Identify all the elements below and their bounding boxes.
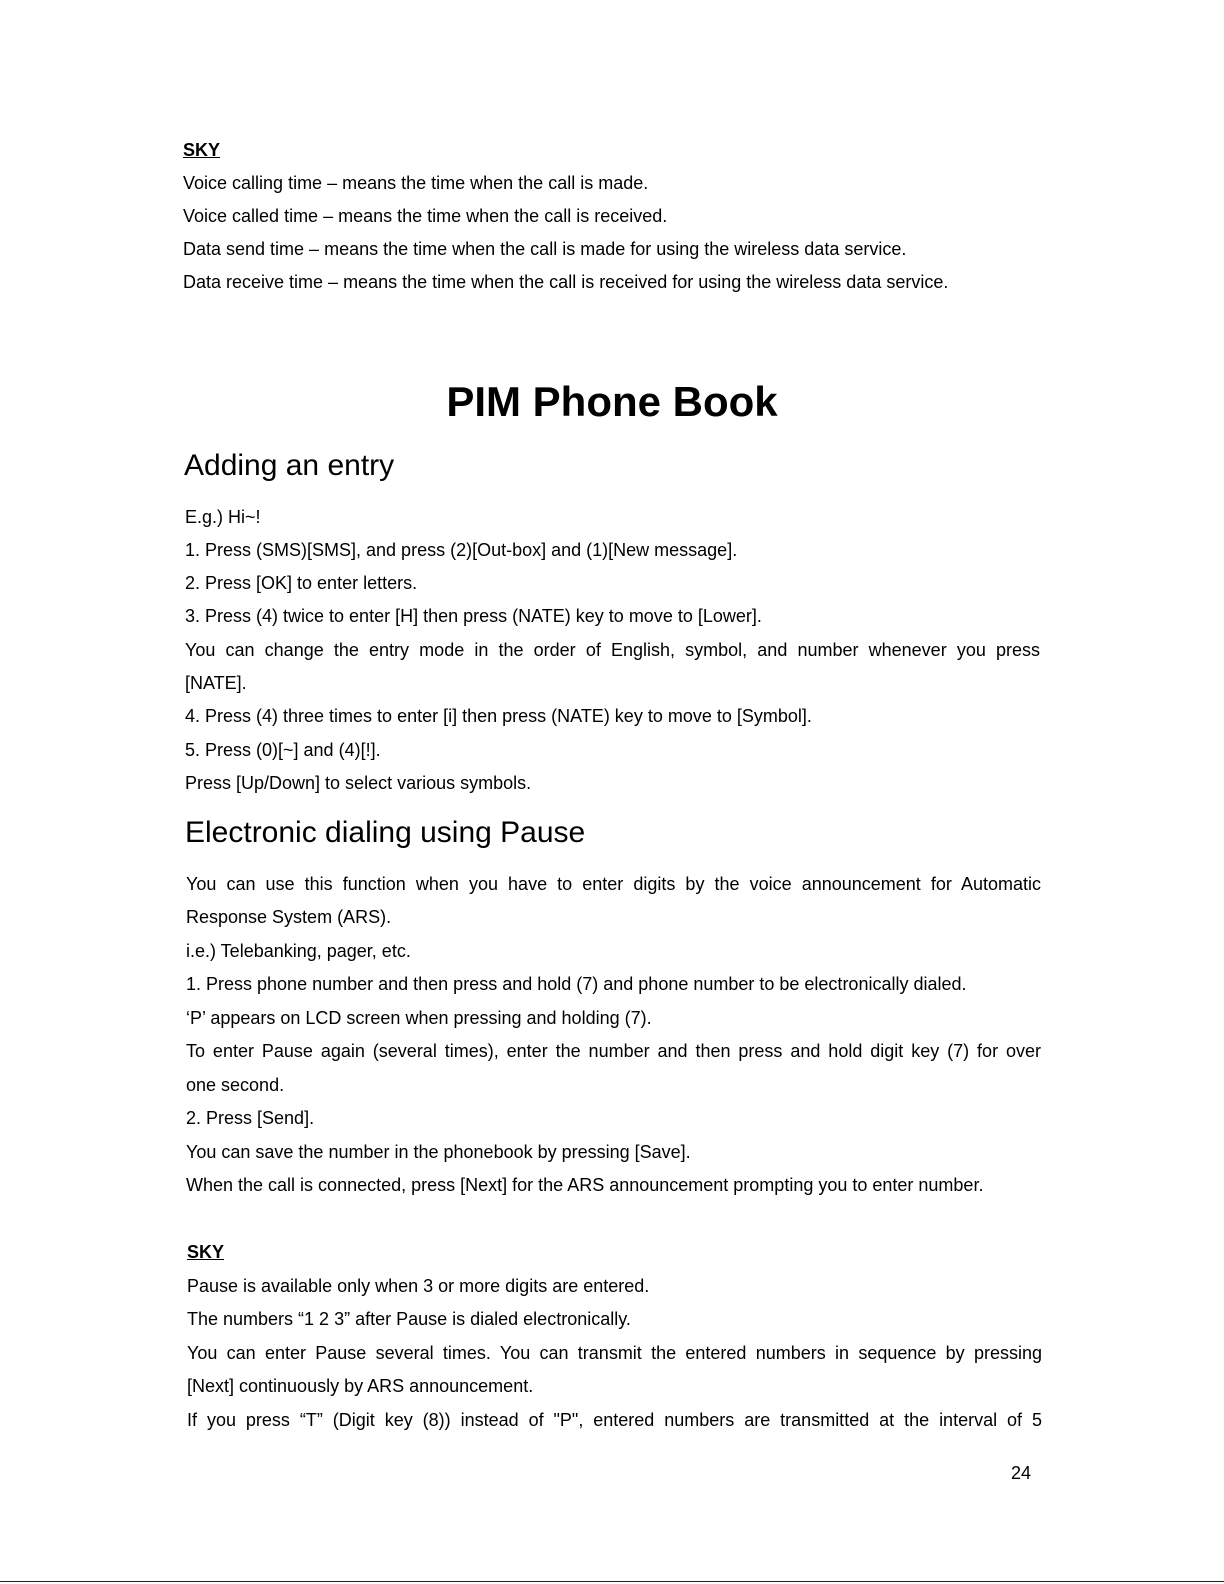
top-note-line: Data send time – means the time when the call is made for using the wireless data service.	[183, 239, 907, 259]
electronic-dialing-line: You can use this function when you have to enter digits by the voice announcement for Automatic	[186, 874, 1041, 894]
adding-entry-line: 1. Press (SMS)[SMS], and press (2)[Out-box] and (1)[New message].	[185, 540, 738, 560]
adding-entry-line: 2. Press [OK] to enter letters.	[185, 573, 418, 593]
page-number: 24	[1011, 1463, 1032, 1483]
electronic-dialing-line: one second.	[186, 1075, 285, 1095]
bottom-note-line: The numbers “1 2 3” after Pause is dialed electronically.	[187, 1309, 631, 1329]
adding-entry-line: E.g.) Hi~!	[185, 507, 261, 527]
top-note-line: Voice called time – means the time when the call is received.	[183, 206, 668, 226]
top-note-line: Voice calling time – means the time when the call is made.	[183, 173, 649, 193]
electronic-dialing-line: i.e.) Telebanking, pager, etc.	[186, 941, 411, 961]
electronic-dialing-line: Response System (ARS).	[186, 907, 392, 927]
adding-entry-line: 4. Press (4) three times to enter [i] then press (NATE) key to move to [Symbol].	[185, 706, 812, 726]
bottom-note-label: SKY	[187, 1242, 225, 1262]
electronic-dialing-line: ‘P’ appears on LCD screen when pressing and holding (7).	[186, 1008, 652, 1028]
page-bottom-edge	[0, 1581, 1224, 1582]
page-title: PIM Phone Book	[446, 378, 778, 425]
bottom-note-line: If you press “T” (Digit key (8)) instead of "P", entered numbers are transmitted at the interval of 5	[187, 1410, 1042, 1430]
section-heading-electronic-dialing: Electronic dialing using Pause	[185, 816, 586, 849]
adding-entry-line: Press [Up/Down] to select various symbols.	[185, 773, 532, 793]
bottom-note-line: [Next] continuously by ARS announcement.	[187, 1376, 534, 1396]
electronic-dialing-line: You can save the number in the phonebook by pressing [Save].	[186, 1142, 691, 1162]
bottom-note-line: Pause is available only when 3 or more digits are entered.	[187, 1276, 650, 1296]
electronic-dialing-line: To enter Pause again (several times), enter the number and then press and hold digit key (7) for over	[186, 1041, 1041, 1061]
top-note-label: SKY	[183, 140, 221, 160]
adding-entry-line: 3. Press (4) twice to enter [H] then press (NATE) key to move to [Lower].	[185, 606, 762, 626]
adding-entry-line: [NATE].	[185, 673, 247, 693]
adding-entry-line: 5. Press (0)[~] and (4)[!].	[185, 740, 381, 760]
adding-entry-line: You can change the entry mode in the order of English, symbol, and number whenever you press	[185, 640, 1040, 660]
electronic-dialing-line: When the call is connected, press [Next] for the ARS announcement prompting you to enter number.	[186, 1175, 984, 1195]
bottom-note-line: You can enter Pause several times. You can transmit the entered numbers in sequence by pressing	[187, 1343, 1042, 1363]
electronic-dialing-line: 1. Press phone number and then press and hold (7) and phone number to be electronically dialed.	[186, 974, 967, 994]
section-heading-adding-entry: Adding an entry	[184, 449, 395, 482]
electronic-dialing-line: 2. Press [Send].	[186, 1108, 315, 1128]
top-note-line: Data receive time – means the time when the call is received for using the wireless data service.	[183, 272, 949, 292]
